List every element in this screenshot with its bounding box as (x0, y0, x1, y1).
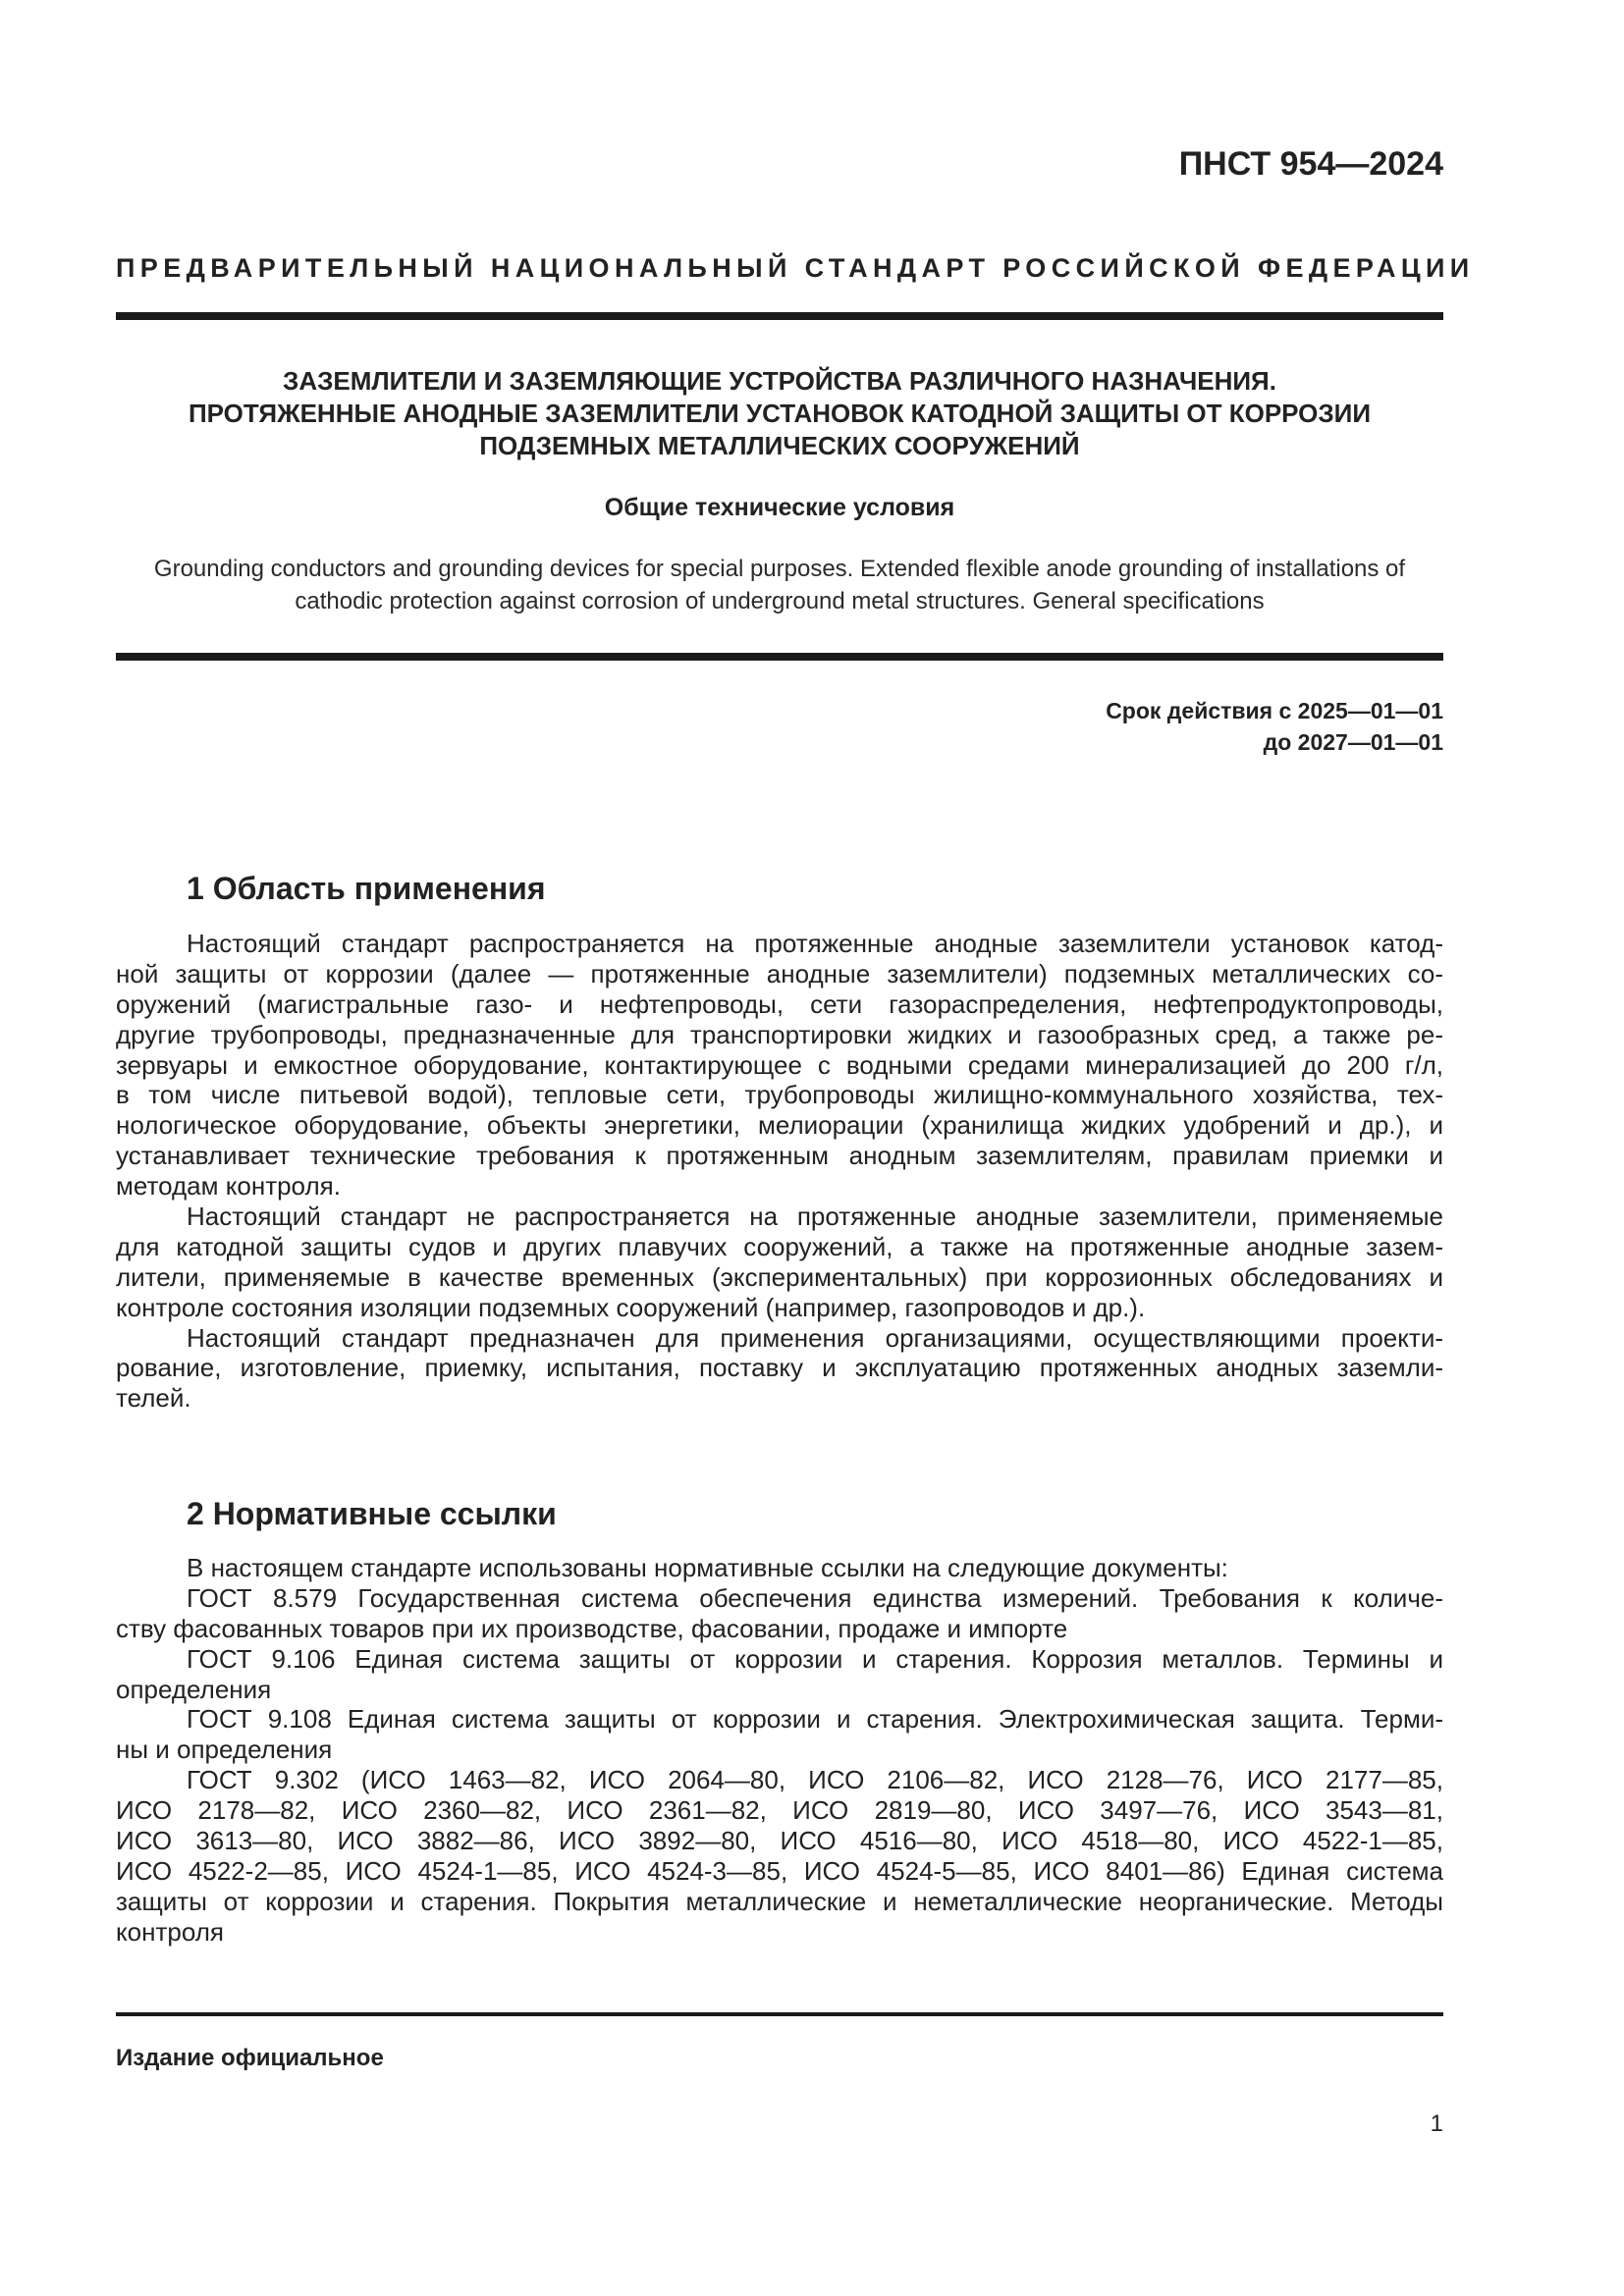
text-line: методам контроля. (116, 1171, 341, 1201)
text-line: Настоящий стандарт не распространяется на протяженные анодные заземлители, применяемые (187, 1201, 1443, 1232)
validity-period (116, 695, 1443, 758)
text-line: ИСО 2178—82, ИСО 2360—82, ИСО 2361—82, ИСО 2819—80, ИСО 3497—76, ИСО 3543—81, (116, 1795, 1443, 1826)
page-number: 1 (1430, 2110, 1443, 2137)
document-subtitle: Общие технические условия (604, 494, 955, 521)
text-line: ной защиты от коррозии (далее — протяженные анодные заземлители) подземных металлических со- (116, 958, 1443, 988)
standard-designation: ПНСТ 954—2024 (1178, 145, 1443, 183)
validity-from: Срок действия с 2025—01—01 (1106, 698, 1443, 723)
english-title (116, 553, 1443, 617)
text-line: ны и определения (116, 1735, 333, 1765)
text-line: нологическое оборудование, объекты энергетики, мелиорации (хранилища жидких удобрений и др.), и (116, 1110, 1443, 1141)
text-line: ГОСТ 9.302 (ИСО 1463—82, ИСО 2064—80, ИСО 2106—82, ИСО 2128—76, ИСО 2177—85, (187, 1765, 1443, 1795)
english-title-line: Grounding conductors and grounding devices for special purposes. Extended flexible anode grounding of installations of (153, 556, 1406, 582)
text-line: ИСО 3613—80, ИСО 3882—86, ИСО 3892—80, ИСО 4516—80, ИСО 4518—80, ИСО 4522-1—85, (116, 1826, 1443, 1856)
text-line: телей. (116, 1383, 191, 1414)
validity-to: до 2027—01—01 (1263, 729, 1443, 755)
text-line: зервуары и емкостное оборудование, контактирующее с водными средами минерализацией до 200 г/л, (116, 1049, 1443, 1080)
text-line: контроля (116, 1916, 224, 1947)
text-line: другие трубопроводы, предназначенные для транспортировки жидких и газообразных сред, а также ре- (116, 1019, 1443, 1049)
english-title-line: cathodic protection against corrosion of underground metal structures. General specifications (295, 588, 1265, 614)
text-line: Настоящий стандарт предназначен для применения организациями, осуществляющими проекти- (187, 1322, 1443, 1353)
header-divider (116, 312, 1443, 320)
edition-label: Издание официальное (116, 2045, 384, 2071)
text-line: устанавливает технические требования к протяженным анодным заземлителям, правилам приемки и (116, 1141, 1443, 1171)
document-title (116, 365, 1443, 462)
standard-type: ПРЕДВАРИТЕЛЬНЫЙ НАЦИОНАЛЬНЫЙ СТАНДАРТ РОССИЙСКОЙ ФЕДЕРАЦИИ (116, 253, 1475, 283)
text-line: ГОСТ 8.579 Государственная система обеспечения единства измерений. Требования к количе- (187, 1582, 1443, 1613)
title-line: ПРОТЯЖЕННЫЕ АНОДНЫЕ ЗАЗЕМЛИТЕЛИ УСТАНОВОК КАТОДНОЙ ЗАЩИТЫ ОТ КОРРОЗИИ (188, 399, 1372, 428)
title-line: ЗАЗЕМЛИТЕЛИ И ЗАЗЕМЛЯЮЩИЕ УСТРОЙСТВА РАЗЛИЧНОГО НАЗНАЧЕНИЯ. (283, 366, 1276, 396)
text-line: ГОСТ 9.106 Единая система защиты от коррозии и старения. Коррозия металлов. Термины и (187, 1643, 1443, 1674)
footer-divider (116, 2012, 1443, 2016)
text-line: Настоящий стандарт распространяется на протяженные анодные заземлители установок катод- (187, 929, 1443, 958)
text-line: В настоящем стандарте использованы нормативные ссылки на следующие документы: (187, 1553, 1228, 1582)
title-line: ПОДЗЕМНЫХ МЕТАЛЛИЧЕСКИХ СООРУЖЕНИЙ (479, 431, 1080, 460)
text-line: лители, применяемые в качестве временных (экспериментальных) при коррозионных обследованиях и (116, 1261, 1443, 1292)
text-line: контроле состояния изоляции подземных сооружений (например, газопроводов и др.). (116, 1292, 1146, 1322)
text-line: для катодной защиты судов и других плавучих сооружений, а также на протяженные анодные зазем- (116, 1231, 1443, 1261)
section-2-body (116, 1553, 1443, 1948)
text-line: в том числе питьевой водой), тепловые сети, трубопроводы жилищно-коммунального хозяйства, тех- (116, 1080, 1443, 1110)
text-line: ИСО 4522-2—85, ИСО 4524-1—85, ИСО 4524-3—85, ИСО 4524-5—85, ИСО 8401—86) Единая система (116, 1855, 1443, 1886)
section-1-body (116, 929, 1443, 1414)
title-divider (116, 653, 1443, 661)
text-line: ГОСТ 9.108 Единая система защиты от коррозии и старения. Электрохимическая защита. Терми- (187, 1704, 1443, 1735)
text-line: ству фасованных товаров при их производстве, фасовании, продаже и импорте (116, 1613, 1068, 1643)
section-1-heading: 1 Область применения (187, 871, 546, 906)
text-line: определения (116, 1674, 272, 1704)
text-line: рование, изготовление, приемку, испытания, поставку и эксплуатацию протяженных анодных заземли- (116, 1353, 1443, 1383)
section-2-heading: 2 Нормативные ссылки (187, 1496, 557, 1531)
text-line: оружений (магистральные газо- и нефтепроводы, сети газораспределения, нефтепродуктопроводы, (116, 988, 1443, 1019)
text-line: защиты от коррозии и старения. Покрытия металлические и неметаллические неорганические. Методы (116, 1886, 1443, 1916)
